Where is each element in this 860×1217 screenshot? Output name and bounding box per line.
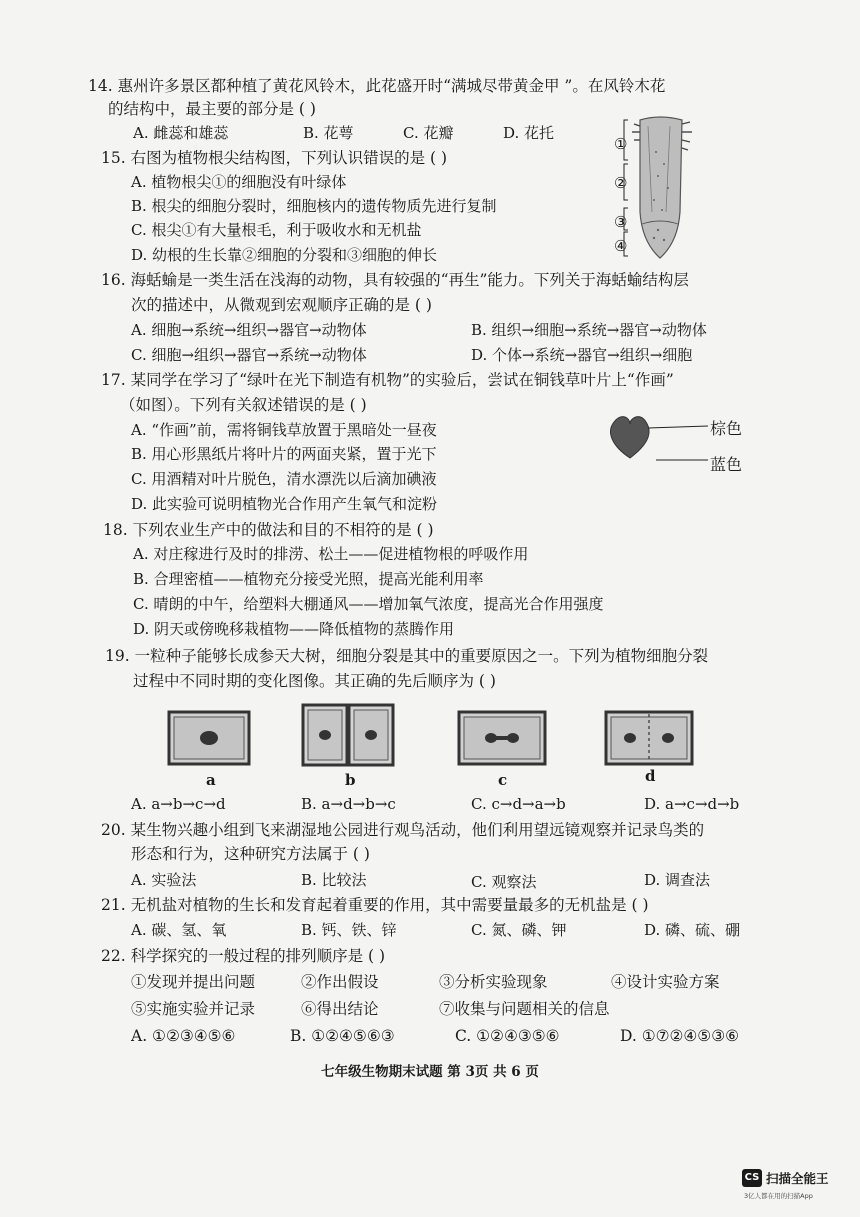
q15-option-d[interactable]: D. 幼根的生长靠②细胞的分裂和③细胞的伸长 [131,246,438,264]
q19-option-c[interactable]: C. c→d→a→b [471,795,566,813]
heart-leaf-figure [604,408,714,474]
cell-figure-c [455,708,551,768]
cell-figure-a [165,708,255,768]
q22-option-c[interactable]: C. ①②④③⑤⑥ [455,1027,560,1045]
q20-option-c[interactable]: C. 观察法 [471,873,537,891]
q16-option-c[interactable]: C. 细胞→组织→器官→系统→动物体 [131,346,367,364]
page-footer: 七年级生物期末试题 第 3页 共 6 页 [321,1064,539,1080]
q14-option-b[interactable]: B. 花萼 [303,124,354,142]
q18-option-c[interactable]: C. 晴朗的中午，给塑料大棚通风——增加氧气浓度，提高光合作用强度 [133,595,604,613]
cell-label-a: a [206,771,216,789]
q18-stem-1: 18. 下列农业生产中的做法和目的不相符的是 ( ) [103,521,434,539]
q19-option-b[interactable]: B. a→d→b→c [301,795,396,813]
scanner-watermark [742,1167,842,1203]
cell-label-d: d [645,767,656,785]
q19-stem-2: 过程中不同时期的变化图像。其正确的先后顺序为 ( ) [133,672,496,690]
q22-step-6: ⑥得出结论 [301,1000,379,1018]
q15-option-c[interactable]: C. 根尖①有大量根毛，利于吸收水和无机盐 [131,221,422,239]
cell-figure-b [300,702,396,768]
q17-stem-1: 17. 某同学在学习了“绿叶在光下制造有机物”的实验后，尝试在铜钱草叶片上“作画” [101,371,674,389]
q21-option-d[interactable]: D. 磷、硫、硼 [644,921,741,939]
root-tip-label-2: ② [614,174,628,192]
q20-option-b[interactable]: B. 比较法 [301,871,367,889]
q19-stem-1: 19. 一粒种子能够长成参天大树，细胞分裂是其中的重要原因之一。下列为植物细胞分裂 [105,647,709,665]
q22-step-4: ④设计实验方案 [611,973,720,991]
cell-label-b: b [345,771,356,789]
q20-stem-2: 形态和行为，这种研究方法属于 ( ) [131,845,370,863]
q17-option-d[interactable]: D. 此实验可说明植物光合作用产生氧气和淀粉 [131,495,438,513]
q22-step-5: ⑤实施实验并记录 [131,1000,256,1018]
q21-option-b[interactable]: B. 钙、铁、锌 [301,921,397,939]
root-tip-label-4: ④ [614,237,628,255]
q14-stem-2: 的结构中，最主要的部分是 ( ) [108,100,316,118]
q22-step-1: ①发现并提出问题 [131,973,256,991]
q16-stem-2: 次的描述中，从微观到宏观顺序正确的是 ( ) [131,296,432,314]
q15-option-b[interactable]: B. 根尖的细胞分裂时，细胞核内的遗传物质先进行复制 [131,197,497,215]
q14-option-a[interactable]: A. 雌蕊和雄蕊 [133,124,229,142]
heart-label-blue: 蓝色 [710,455,743,474]
q21-option-c[interactable]: C. 氮、磷、钾 [471,921,567,939]
q16-stem-1: 16. 海蛞蝓是一类生活在浅海的动物，具有较强的“再生”能力。下列关于海蛞蝓结构层 [101,271,689,289]
q17-option-b[interactable]: B. 用心形黑纸片将叶片的两面夹紧，置于光下 [131,445,437,463]
q17-stem-2: （如图）。下列有关叙述错误的是 ( ) [120,396,367,414]
q14-option-d[interactable]: D. 花托 [503,124,555,142]
scanner-logo-name: 扫描全能王 [766,1171,829,1186]
root-tip-label-1: ① [614,135,628,153]
q22-stem-1: 22. 科学探究的一般过程的排列顺序是 ( ) [101,947,386,965]
q22-option-a[interactable]: A. ①②③④⑤⑥ [131,1027,236,1045]
q16-option-b[interactable]: B. 组织→细胞→系统→器官→动物体 [471,321,707,339]
q22-step-7: ⑦收集与问题相关的信息 [439,1000,610,1018]
q21-option-a[interactable]: A. 碳、氢、氧 [131,921,227,939]
q22-option-d[interactable]: D. ①⑦②④⑤③⑥ [620,1027,739,1045]
q22-option-b[interactable]: B. ①②④⑤⑥③ [290,1027,395,1045]
q17-option-a[interactable]: A. “作画”前，需将铜钱草放置于黑暗处一昼夜 [131,421,437,439]
q15-option-a[interactable]: A. 植物根尖①的细胞没有叶绿体 [131,173,347,191]
q21-stem-1: 21. 无机盐对植物的生长和发育起着重要的作用，其中需要量最多的无机盐是 ( ) [101,896,649,914]
q14-stem-1: 14. 惠州许多景区都种植了黄花风铃木，此花盛开时“满城尽带黄金甲 ”。在风铃木花 [88,77,666,95]
q18-option-b[interactable]: B. 合理密植——植物充分接受光照，提高光能利用率 [133,570,484,588]
root-tip-label-3: ③ [614,213,628,231]
q16-option-a[interactable]: A. 细胞→系统→组织→器官→动物体 [131,321,367,339]
heart-label-brown: 棕色 [710,419,743,438]
q17-option-c[interactable]: C. 用酒精对叶片脱色，清水漂洗以后滴加碘液 [131,470,437,488]
scanner-logo-icon: CS [742,1169,762,1187]
q19-option-a[interactable]: A. a→b→c→d [131,795,226,813]
q15-stem-1: 15. 右图为植物根尖结构图，下列认识错误的是 ( ) [101,149,448,167]
q16-option-d[interactable]: D. 个体→系统→器官→组织→细胞 [471,346,693,364]
cell-label-c: c [498,771,508,789]
q18-option-a[interactable]: A. 对庄稼进行及时的排涝、松土——促进植物根的呼吸作用 [133,545,529,563]
scanner-logo-tagline: 3亿人都在用的扫描App [744,1192,813,1200]
q20-option-d[interactable]: D. 调查法 [644,871,711,889]
q22-step-3: ③分析实验现象 [439,973,548,991]
q18-option-d[interactable]: D. 阴天或傍晚移栽植物——降低植物的蒸腾作用 [133,620,455,638]
q20-stem-1: 20. 某生物兴趣小组到飞来湖湿地公园进行观鸟活动，他们利用望远镜观察并记录鸟类的 [101,821,705,839]
q19-option-d[interactable]: D. a→c→d→b [644,795,740,813]
q14-option-c[interactable]: C. 花瓣 [403,124,454,142]
cell-figure-d [602,708,698,768]
q22-step-2: ②作出假设 [301,973,379,991]
q20-option-a[interactable]: A. 实验法 [131,871,197,889]
